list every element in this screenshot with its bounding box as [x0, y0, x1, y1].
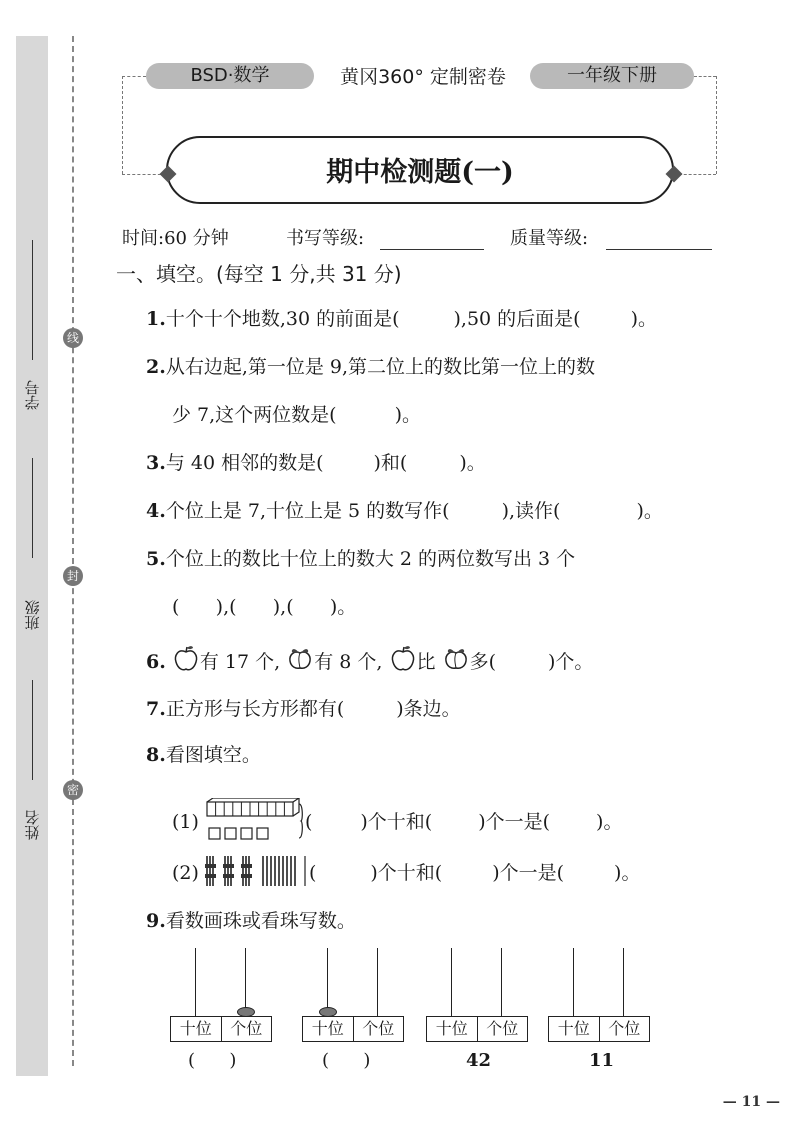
ones-rod	[245, 948, 246, 1016]
abacus-number-11: 11	[589, 1050, 615, 1071]
quality-grade-field[interactable]	[606, 229, 712, 250]
header-dash	[122, 76, 123, 174]
name-label: 姓名	[23, 810, 42, 840]
tens-rod	[195, 948, 196, 1016]
abacus-1[interactable]	[170, 948, 274, 1048]
tens-label: 十位	[171, 1017, 222, 1041]
question-2-cont: 少 7,这个两位数是( )。	[172, 404, 422, 426]
question-4: 4.个位上是 7,十位上是 5 的数写作( ),读作( )。	[146, 500, 663, 522]
question-1: 1.十个十个地数,30 的前面是( ),50 的后面是( )。	[146, 308, 658, 330]
question-8-part-1: (1) ( )个十和( )个一是( )。	[172, 798, 622, 844]
ones-rod	[501, 948, 502, 1016]
ones-rod	[623, 948, 624, 1016]
question-5-blanks[interactable]: ( ),( ),( )。	[172, 596, 357, 618]
seal-mi: 密	[63, 780, 83, 800]
ones-label: 个位	[486, 1019, 519, 1038]
abacus-base	[426, 1016, 528, 1042]
question-9: 9.看数画珠或看珠写数。	[146, 910, 356, 932]
name-blank-line	[32, 680, 33, 780]
seal-feng: 封	[63, 566, 83, 586]
question-6: 6. 有 17 个, 有 8 个, 比 多( )个。	[146, 644, 593, 674]
header-dash	[122, 76, 146, 77]
abacus-base	[302, 1016, 404, 1042]
quality-grade-label: 质量等级:	[510, 228, 589, 249]
class-blank-line	[32, 458, 33, 558]
series-name: 黄冈360° 定制密卷	[340, 66, 506, 88]
ones-rod	[377, 948, 378, 1016]
abacus-base	[170, 1016, 272, 1042]
tens-label: 十位	[303, 1017, 354, 1041]
peach-icon	[286, 644, 314, 672]
cut-line	[72, 36, 74, 1066]
apple-icon	[389, 644, 417, 672]
header-dash	[694, 76, 716, 77]
abacus-3[interactable]	[426, 948, 530, 1048]
header-dash	[716, 76, 717, 174]
class-label: 班级	[23, 600, 42, 630]
stick-bundles-icon	[205, 854, 309, 888]
id-blank-line	[32, 240, 33, 360]
ones-label: 个位	[230, 1019, 263, 1038]
question-2: 2.从右边起,第一位是 9,第二位上的数比第一位上的数	[146, 356, 596, 378]
tens-rod	[451, 948, 452, 1016]
ones-label: 个位	[608, 1019, 641, 1038]
abacus-number-42: 42	[466, 1050, 492, 1071]
abacus-base	[548, 1016, 650, 1042]
question-7: 7.正方形与长方形都有( )条边。	[146, 698, 461, 720]
subject-pill: BSD·数学	[146, 63, 314, 89]
tens-label: 十位	[549, 1017, 600, 1041]
abacus-answer-1[interactable]: ( )	[188, 1050, 237, 1071]
writing-grade-field[interactable]	[380, 229, 484, 250]
page-number: — 11 —	[722, 1094, 780, 1110]
tens-rod	[327, 948, 328, 1016]
student-id-label: 学号	[23, 380, 42, 410]
question-8: 8.看图填空。	[146, 744, 261, 766]
writing-grade-label: 书写等级:	[286, 228, 365, 249]
section-heading: 一、填空。(每空 1 分,共 31 分)	[116, 262, 402, 286]
page-title: 期中检测题(一)	[326, 157, 514, 188]
seal-xian: 线	[63, 328, 83, 348]
tens-blocks-icon	[205, 798, 305, 844]
apple-icon	[172, 644, 200, 672]
abacus-2[interactable]	[302, 948, 406, 1048]
exam-time: 时间:60 分钟	[122, 228, 229, 249]
peach-icon	[442, 644, 470, 672]
abacus-4[interactable]	[548, 948, 652, 1048]
question-5: 5.个位上的数比十位上的数大 2 的两位数写出 3 个	[146, 548, 576, 570]
ones-label: 个位	[362, 1019, 395, 1038]
question-8-part-2: (2) ( )个十和( )个一是( )。	[172, 854, 640, 888]
tens-label: 十位	[427, 1017, 478, 1041]
tens-rod	[573, 948, 574, 1016]
grade-pill: 一年级下册	[530, 63, 694, 89]
abacus-answer-2[interactable]: ( )	[322, 1050, 371, 1071]
question-3: 3.与 40 相邻的数是( )和( )。	[146, 452, 486, 474]
